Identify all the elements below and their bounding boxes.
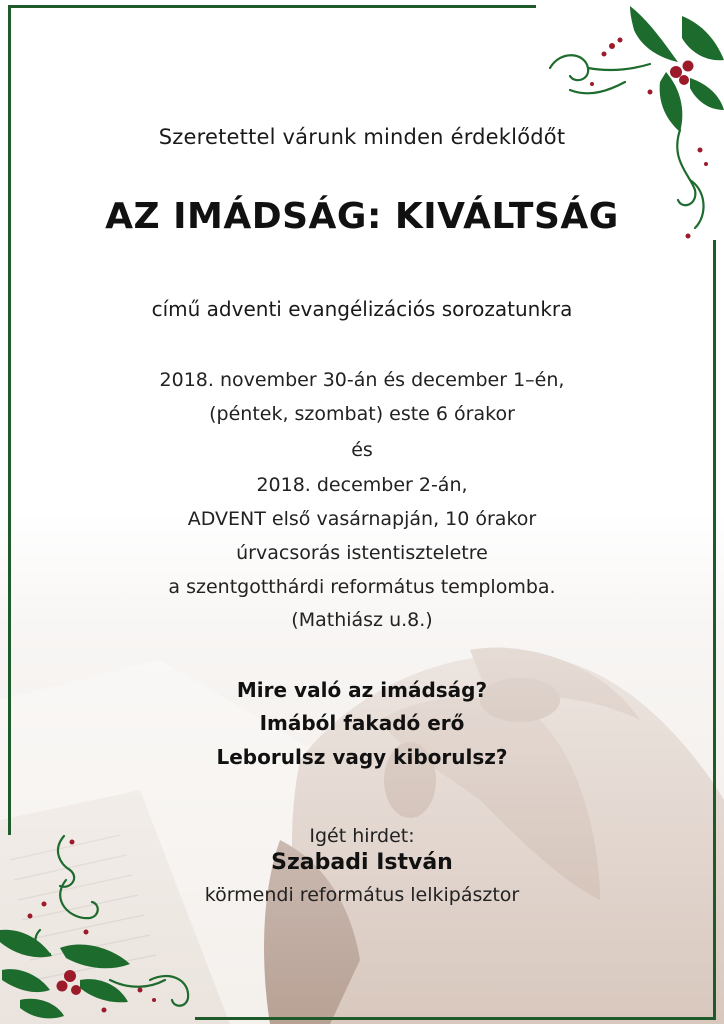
preacher-role: körmendi református lelkipásztor [204,884,520,906]
invitation-text: Szeretettel várunk minden érdeklődőt [158,125,566,149]
question-2: Imából fakadó erő [259,711,465,735]
conjunction-line: és [351,439,373,461]
frame-top-line [8,5,536,8]
poster-title: AZ IMÁDSÁG: KIVÁLTSÁG [105,196,619,237]
date-line-2: 2018. december 2-án, [256,474,468,496]
preacher-name: Szabadi István [271,850,453,875]
preacher-label: Igét hirdet: [309,825,415,847]
time-line-2: ADVENT első vasárnapján, 10 órakor [187,508,537,530]
address-line: (Mathiász u.8.) [291,609,433,631]
question-1: Mire való az imádság? [236,678,488,702]
date-line-1: 2018. november 30-án és december 1–én, [159,369,565,391]
frame-bottom-line [195,1017,716,1020]
time-line-1: (péntek, szombat) este 6 órakor [209,403,515,425]
question-3: Leborulsz vagy kiborulsz? [216,745,508,769]
location-line: a szentgotthárdi református templomba. [168,576,556,598]
series-subtitle: című adventi evangélizációs sorozatunkra [151,297,573,321]
service-line: úrvacsorás istentiszteletre [236,542,488,564]
